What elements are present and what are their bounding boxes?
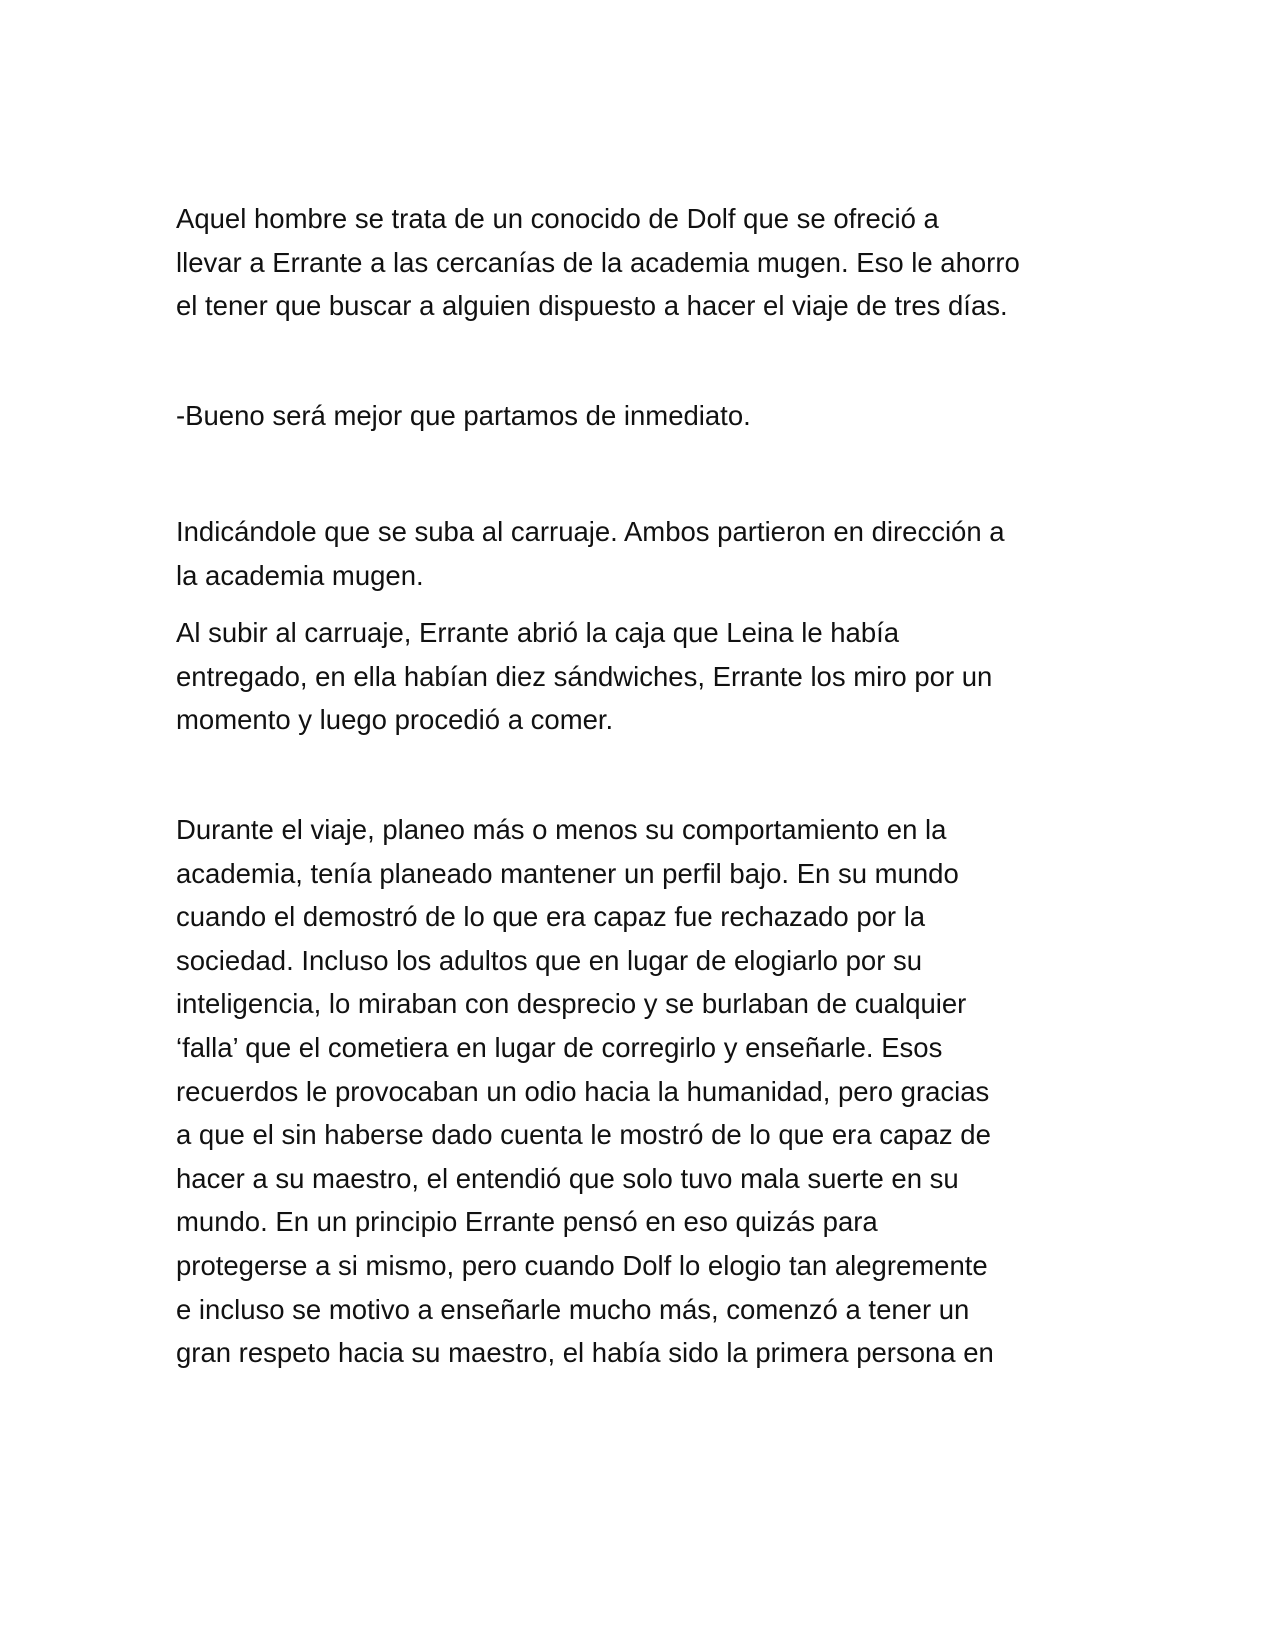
text-line: a que el sin haberse dado cuenta le mostró de lo que era capaz de <box>176 1119 991 1151</box>
text-line: Indicándole que se suba al carruaje. Ambos partieron en dirección a <box>176 516 1005 547</box>
text-line: inteligencia, lo miraban con desprecio y se burlaban de cualquier <box>176 988 967 1020</box>
text-line: cuando el demostró de lo que era capaz fue rechazado por la <box>176 901 926 933</box>
text-line: el tener que buscar a alguien dispuesto a hacer el viaje de tres días. <box>176 290 1008 322</box>
text-line: Durante el viaje, planeo más o menos su comportamiento en la <box>176 814 947 845</box>
text-line: hacer a su maestro, el entendió que solo tuvo mala suerte en su <box>176 1162 959 1194</box>
text-line: academia, tenía planeado mantener un perfil bajo. En su mundo <box>176 857 959 889</box>
paragraph-1 <box>176 197 1116 328</box>
paragraph-3 <box>176 510 1116 597</box>
paragraph-4 <box>176 611 1116 742</box>
text-line: llevar a Errante a las cercanías de la academia mugen. Eso le ahorro <box>176 246 1020 278</box>
text-line: -Bueno será mejor que partamos de inmediato. <box>176 400 751 431</box>
text-line: la academia mugen. <box>176 559 424 591</box>
text-line: recuerdos le provocaban un odio hacia la humanidad, pero gracias <box>176 1075 990 1107</box>
paragraph-5 <box>176 808 1116 1375</box>
text-line: ‘falla’ que el cometiera en lugar de corregirlo y enseñarle. Esos <box>176 1031 943 1063</box>
text-line: protegerse a si mismo, pero cuando Dolf lo elogio tan alegremente <box>176 1249 988 1281</box>
text-line: entregado, en ella habían diez sándwiches, Errante los miro por un <box>176 660 993 692</box>
text-line: sociedad. Incluso los adultos que en lugar de elogiarlo por su <box>176 944 923 976</box>
text-line: mundo. En un principio Errante pensó en eso quizás para <box>176 1206 878 1238</box>
paragraph-2 <box>176 394 1116 438</box>
text-line: momento y luego procedió a comer. <box>176 704 614 736</box>
text-line: Aquel hombre se trata de un conocido de Dolf que se ofreció a <box>176 203 939 234</box>
text-line: Al subir al carruaje, Errante abrió la caja que Leina le había <box>176 617 900 648</box>
text-line: e incluso se motivo a enseñarle mucho más, comenzó a tener un <box>176 1293 970 1325</box>
text-line: gran respeto hacia su maestro, el había sido la primera persona en <box>176 1337 994 1369</box>
